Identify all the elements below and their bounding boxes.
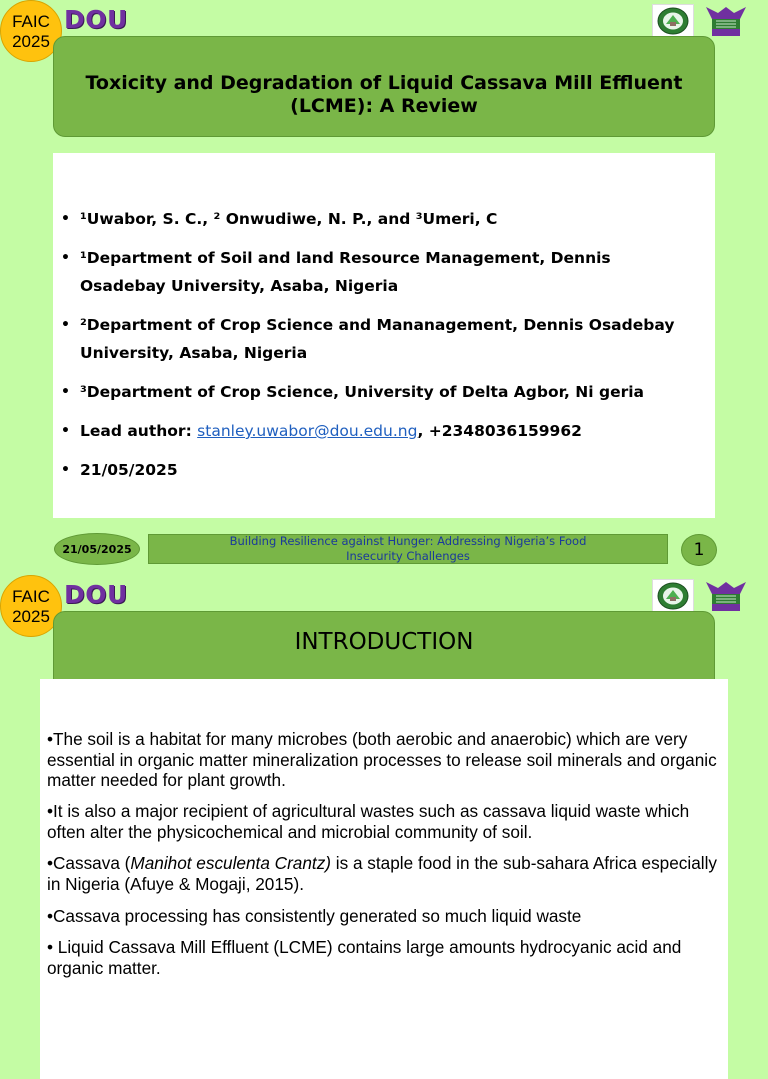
brand-logo-text: DOU [64,580,128,609]
intro-paragraph-5: • Liquid Cassava Mill Effluent (LCME) contains large amounts hydrocyanic acid and organic matter. [47,937,682,978]
introduction-content [40,679,728,1079]
page-number: 1 [681,534,717,566]
intro-paragraph-3 [47,853,723,894]
university-seal-icon [652,4,694,38]
faculty-crest-icon [704,3,748,39]
intro-paragraph-2: •It is also a major recipient of agricultural wastes such as cassava liquid waste which often alter the physicochemical and microbial community of soil. [47,801,690,842]
authors-text: ¹Uwabor, S. C., ² Onwudiwe, N. P., and ³Umeri, C [80,210,498,228]
list-item [61,244,701,300]
author-info-list [61,205,701,495]
intro-paragraph-3-start: •Cassava ( [47,853,131,873]
faic-badge-line1: FAIC [12,587,50,606]
author-info-panel [53,153,715,518]
faic-badge-line2: 2025 [12,607,50,626]
slide-2 [0,575,768,1024]
intro-paragraph-1: •The soil is a habitat for many microbes (both aerobic and anaerobic) which are very essential in organic matter mineralization processes to release soil minerals and organic matter needed for plant growth. [47,729,717,790]
footer-date: 21/05/2025 [54,533,140,565]
university-seal-icon [652,579,694,613]
brand-logo-text: DOU [64,5,128,34]
affiliation-2: ²Department of Crop Science and Mananagement, Dennis Osadebay University, Asaba, Nigeria [80,316,675,362]
faic-badge-line1: FAIC [12,12,50,31]
list-item [61,205,701,233]
faculty-crest-icon [704,578,748,614]
footer-theme: Building Resilience against Hunger: Addressing Nigeria’s Food Insecurity Challenges [148,534,668,564]
list-item [61,311,701,367]
list-item [61,417,701,445]
paper-title: Toxicity and Degradation of Liquid Cassava Mill Effluent (LCME): A Review [85,71,683,117]
lead-author-phone: , +2348036159962 [417,422,582,440]
lead-author-email-link[interactable]: stanley.uwabor@dou.edu.ng [197,422,418,440]
list-item [61,456,701,484]
section-title: INTRODUCTION [294,629,474,655]
affiliation-1: ¹Department of Soil and land Resource Management, Dennis Osadebay University, Asaba, Nigeria [80,249,611,295]
faic-badge-line2: 2025 [12,32,50,51]
presentation-date: 21/05/2025 [80,461,178,479]
list-item [61,378,701,406]
intro-paragraph-4: •Cassava processing has consistently generated so much liquid waste [47,906,582,926]
affiliation-3: ³Department of Crop Science, University of Delta Agbor, Ni geria [80,383,645,401]
scientific-name: Manihot esculenta Crantz) [130,853,332,873]
intro-paragraph-3-end: is a staple food in the sub-sahara Africa especially in Nigeria (Afuye & Mogaji, 2015). [47,853,717,894]
lead-author-label: Lead author: [80,422,198,440]
title-banner [53,36,715,137]
